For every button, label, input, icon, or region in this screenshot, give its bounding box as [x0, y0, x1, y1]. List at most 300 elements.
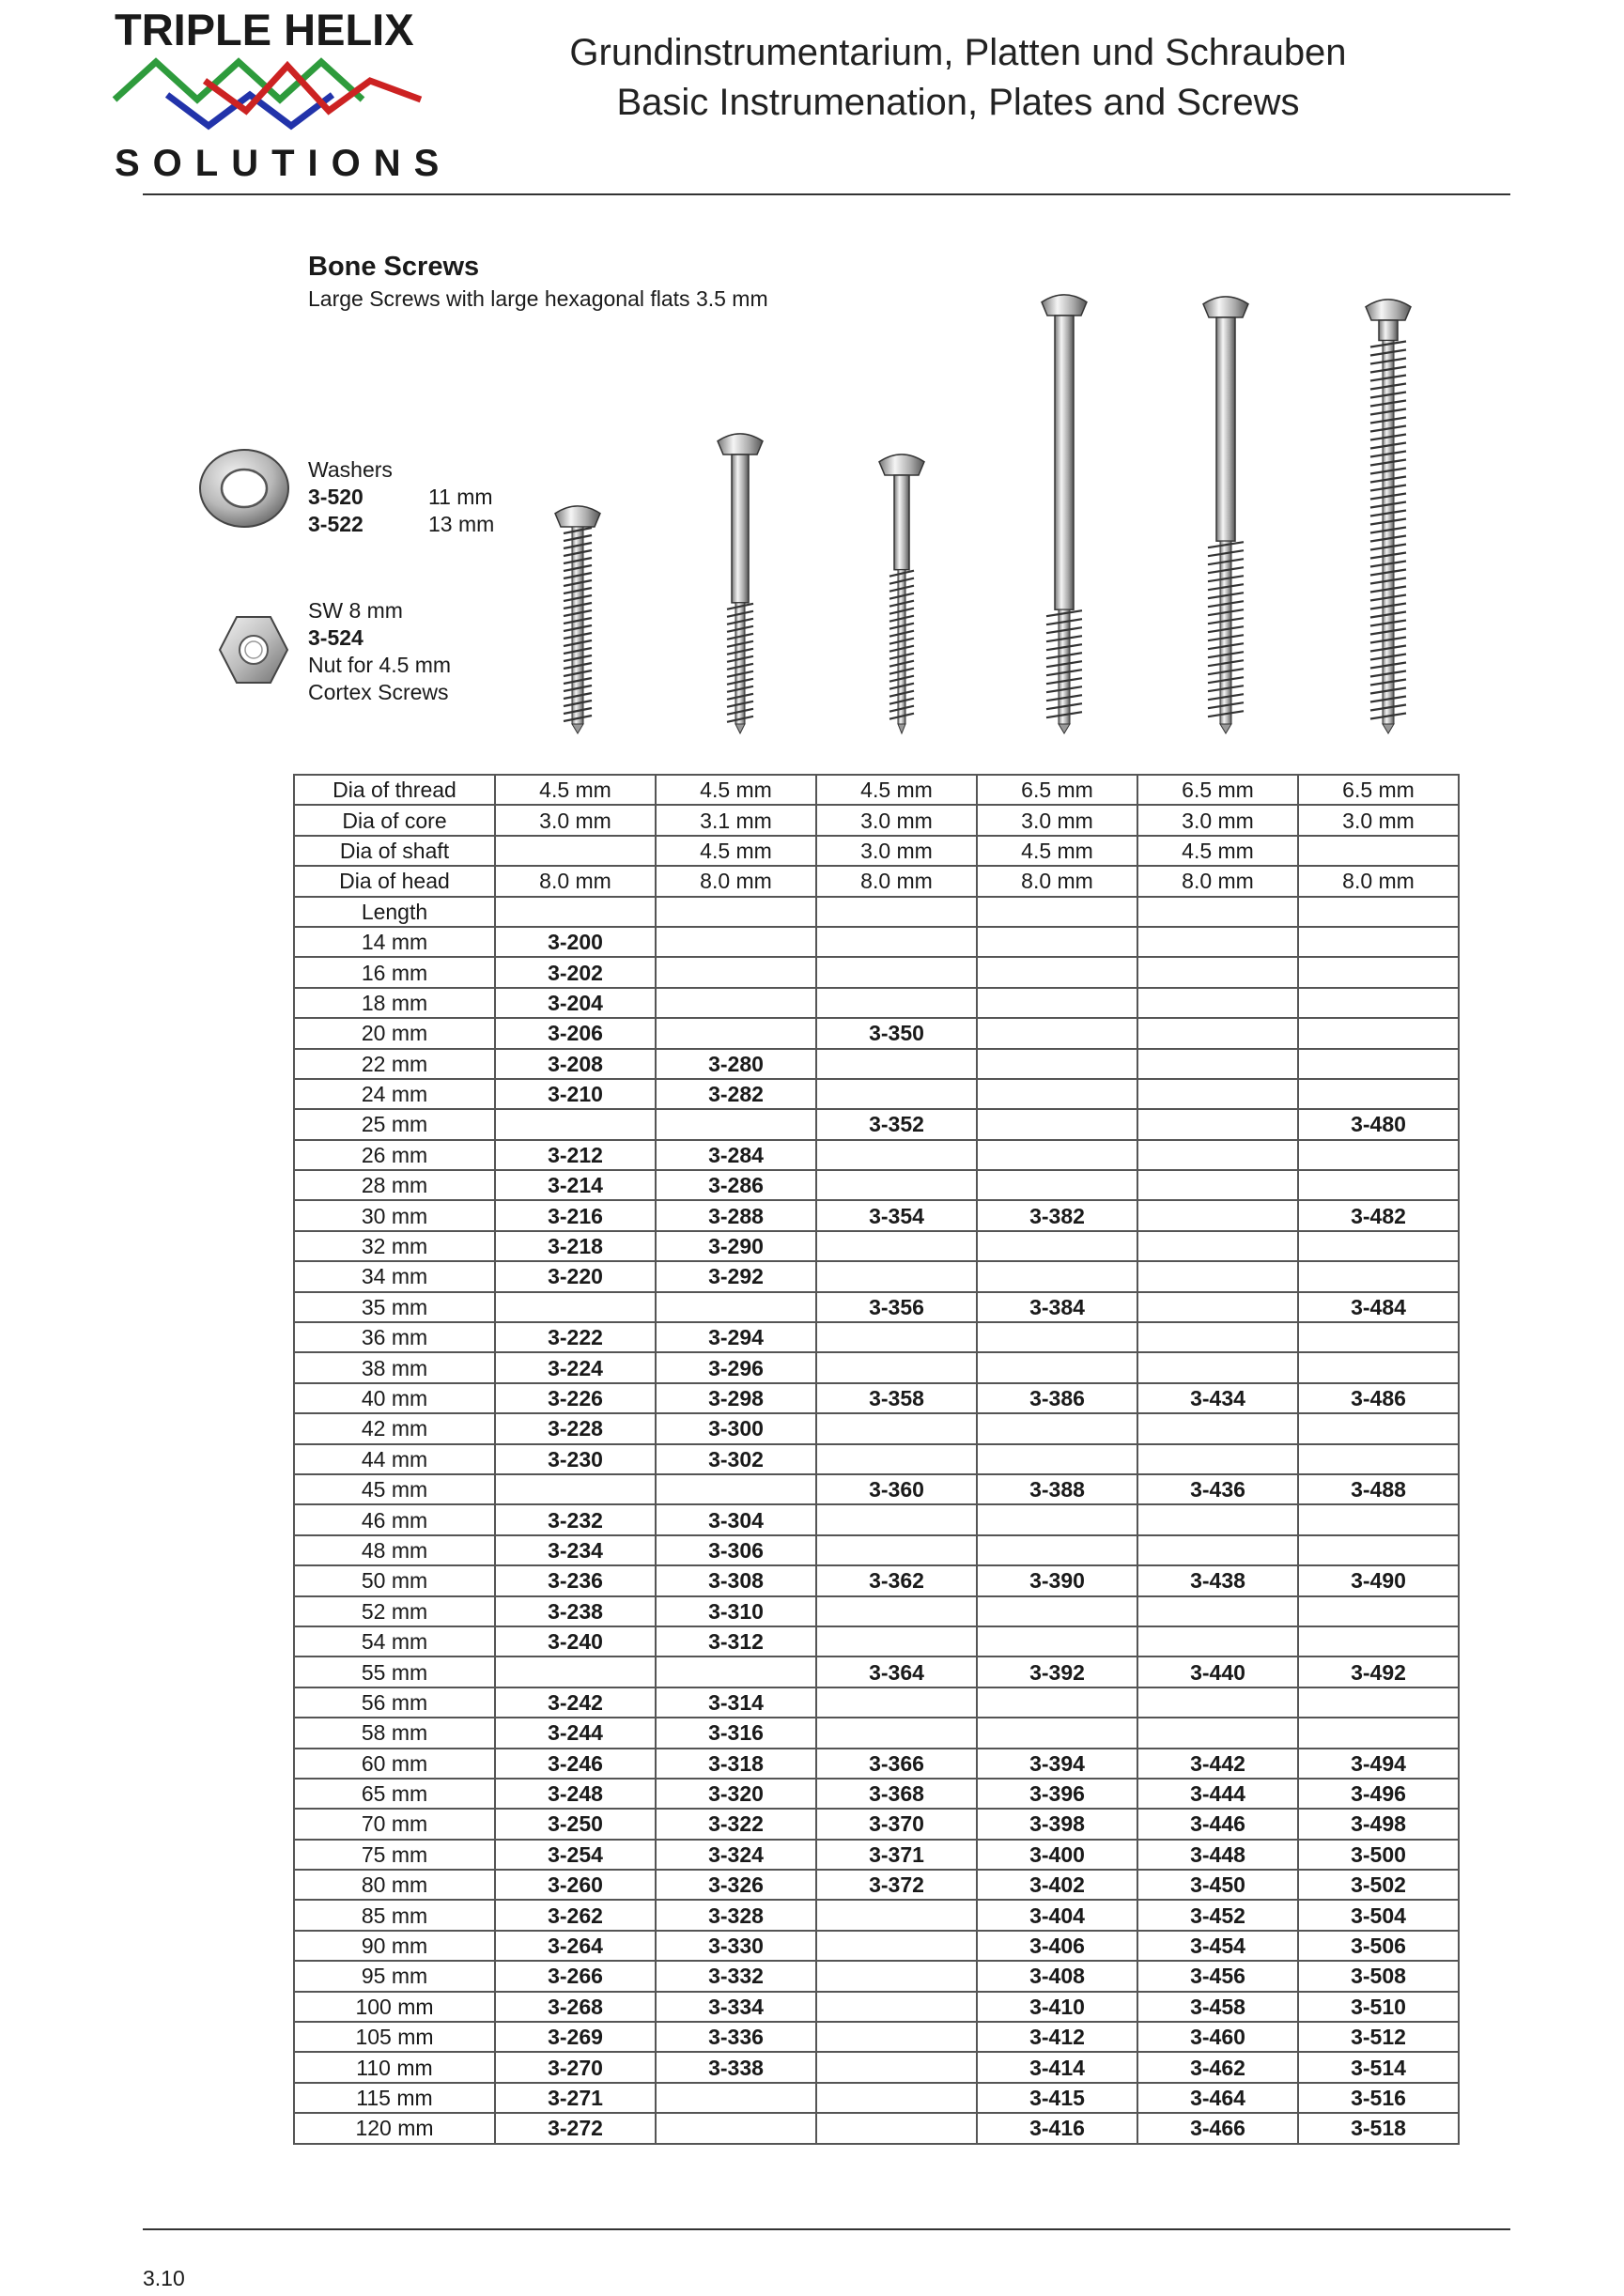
- article-code-cell: 3-371: [816, 1840, 977, 1870]
- article-code-cell: 3-324: [656, 1840, 816, 1870]
- article-code-cell: [1137, 1687, 1298, 1718]
- length-row: [294, 1809, 1459, 1839]
- article-code-cell: 3-412: [977, 2022, 1137, 2052]
- article-code-cell: [1137, 1322, 1298, 1352]
- hex-nut-icon: [216, 613, 291, 686]
- length-row: [294, 1565, 1459, 1595]
- article-code-cell: [1137, 1718, 1298, 1748]
- article-code-cell: 3-216: [495, 1200, 656, 1230]
- spec-value-cell: 4.5 mm: [656, 775, 816, 805]
- article-code-cell: 3-404: [977, 1900, 1137, 1930]
- washer-icon: [197, 446, 291, 531]
- header-divider: [143, 193, 1510, 195]
- article-code-cell: 3-506: [1298, 1931, 1459, 1961]
- article-code-cell: [977, 1535, 1137, 1565]
- row-label: 60 mm: [294, 1749, 495, 1779]
- article-code-cell: 3-362: [816, 1565, 977, 1595]
- article-code-cell: [1137, 1504, 1298, 1534]
- article-code-cell: [816, 1718, 977, 1748]
- row-label: Dia of shaft: [294, 836, 495, 866]
- length-row: [294, 1018, 1459, 1048]
- article-code-cell: 3-320: [656, 1779, 816, 1809]
- row-label: 35 mm: [294, 1292, 495, 1322]
- spec-value-cell: 8.0 mm: [1137, 866, 1298, 896]
- article-code-cell: 3-266: [495, 1961, 656, 1991]
- article-code-cell: 3-440: [1137, 1657, 1298, 1687]
- article-code-cell: [1298, 1626, 1459, 1657]
- length-row: [294, 957, 1459, 987]
- article-code-cell: 3-326: [656, 1870, 816, 1900]
- spec-value-cell: 3.0 mm: [816, 836, 977, 866]
- washer-code: 3-522: [308, 512, 363, 536]
- article-code-cell: 3-488: [1298, 1474, 1459, 1504]
- length-row: [294, 1718, 1459, 1748]
- article-code-cell: 3-232: [495, 1504, 656, 1534]
- spec-value-cell: 8.0 mm: [1298, 866, 1459, 896]
- spec-value-cell: 6.5 mm: [1137, 775, 1298, 805]
- article-code-cell: 3-322: [656, 1809, 816, 1839]
- article-code-cell: [816, 1504, 977, 1534]
- spec-value-cell: [1298, 836, 1459, 866]
- article-code-cell: 3-415: [977, 2083, 1137, 2113]
- nut-info: [308, 597, 451, 706]
- article-code-cell: [977, 1140, 1137, 1170]
- length-row: [294, 1596, 1459, 1626]
- header-title-english: Basic Instrumenation, Plates and Screws: [616, 82, 1300, 123]
- article-code-cell: [656, 988, 816, 1018]
- article-code-cell: 3-220: [495, 1261, 656, 1291]
- article-code-cell: 3-384: [977, 1292, 1137, 1322]
- spec-row: [294, 836, 1459, 866]
- spec-value-cell: 6.5 mm: [977, 775, 1137, 805]
- spec-value-cell: 3.0 mm: [977, 805, 1137, 835]
- row-label: 52 mm: [294, 1596, 495, 1626]
- article-code-cell: [816, 1079, 977, 1109]
- article-code-cell: [816, 1413, 977, 1443]
- article-code-cell: [977, 1687, 1137, 1718]
- article-code-cell: 3-316: [656, 1718, 816, 1748]
- washer-row: [308, 511, 494, 538]
- row-label: Dia of core: [294, 805, 495, 835]
- article-code-cell: [1137, 1109, 1298, 1139]
- logo-sub-text: SOLUTIONS: [115, 143, 453, 184]
- article-code-cell: [1137, 1413, 1298, 1443]
- row-label: 44 mm: [294, 1444, 495, 1474]
- article-code-cell: [1137, 1170, 1298, 1200]
- article-code-cell: [816, 1596, 977, 1626]
- row-label: 38 mm: [294, 1352, 495, 1382]
- article-code-cell: 3-358: [816, 1383, 977, 1413]
- washer-size: 13 mm: [428, 512, 495, 536]
- length-row: [294, 1200, 1459, 1230]
- length-row: [294, 1900, 1459, 1930]
- article-code-cell: [656, 2083, 816, 2113]
- article-code-cell: 3-292: [656, 1261, 816, 1291]
- article-code-cell: 3-460: [1137, 2022, 1298, 2052]
- bone-screw-icon: [1188, 293, 1263, 735]
- article-code-cell: 3-236: [495, 1565, 656, 1595]
- row-label: 34 mm: [294, 1261, 495, 1291]
- article-code-cell: [816, 1049, 977, 1079]
- length-row: [294, 2113, 1459, 2143]
- article-code-cell: 3-382: [977, 1200, 1137, 1230]
- article-code-cell: 3-306: [656, 1535, 816, 1565]
- article-code-cell: 3-406: [977, 1931, 1137, 1961]
- article-code-cell: 3-212: [495, 1140, 656, 1170]
- length-row: [294, 1992, 1459, 2022]
- bone-screw-icon: [1027, 291, 1102, 735]
- length-row: [294, 988, 1459, 1018]
- length-row: [294, 1352, 1459, 1382]
- article-code-cell: 3-452: [1137, 1900, 1298, 1930]
- article-code-cell: 3-518: [1298, 2113, 1459, 2143]
- row-label: 90 mm: [294, 1931, 495, 1961]
- article-code-cell: [816, 2022, 977, 2052]
- length-row: [294, 1749, 1459, 1779]
- length-row: [294, 927, 1459, 957]
- article-code-cell: 3-372: [816, 1870, 977, 1900]
- article-code-cell: 3-442: [1137, 1749, 1298, 1779]
- row-label: 14 mm: [294, 927, 495, 957]
- article-code-cell: 3-290: [656, 1231, 816, 1261]
- article-code-cell: [977, 1596, 1137, 1626]
- article-code-cell: [977, 1322, 1137, 1352]
- article-code-cell: 3-494: [1298, 1749, 1459, 1779]
- washer-code: 3-520: [308, 485, 363, 509]
- article-code-cell: [816, 1900, 977, 1930]
- helix-logo-icon: [111, 53, 435, 142]
- article-code-cell: [816, 988, 977, 1018]
- article-code-cell: [1137, 1292, 1298, 1322]
- article-code-cell: [1298, 1140, 1459, 1170]
- row-label: 46 mm: [294, 1504, 495, 1534]
- article-code-cell: [656, 957, 816, 987]
- article-code-cell: 3-490: [1298, 1565, 1459, 1595]
- article-code-cell: [816, 1170, 977, 1200]
- spec-value-cell: 8.0 mm: [495, 866, 656, 896]
- row-label: 22 mm: [294, 1049, 495, 1079]
- article-code-cell: 3-356: [816, 1292, 977, 1322]
- spec-value-cell: [1137, 897, 1298, 927]
- article-code-cell: [816, 2052, 977, 2082]
- article-code-cell: 3-398: [977, 1809, 1137, 1839]
- spec-row: [294, 775, 1459, 805]
- article-code-cell: 3-454: [1137, 1931, 1298, 1961]
- article-code-cell: [1137, 1200, 1298, 1230]
- article-code-cell: [1298, 1444, 1459, 1474]
- article-code-cell: 3-334: [656, 1992, 816, 2022]
- article-code-cell: 3-302: [656, 1444, 816, 1474]
- spec-value-cell: 4.5 mm: [816, 775, 977, 805]
- spec-value-cell: [977, 897, 1137, 927]
- article-code-cell: 3-270: [495, 2052, 656, 2082]
- nut-code: 3-524: [308, 625, 363, 650]
- article-code-cell: [1298, 1687, 1459, 1718]
- article-code-cell: 3-350: [816, 1018, 977, 1048]
- article-code-cell: [656, 927, 816, 957]
- article-code-cell: [1137, 1626, 1298, 1657]
- article-code-cell: 3-282: [656, 1079, 816, 1109]
- article-code-cell: 3-434: [1137, 1383, 1298, 1413]
- spec-row: [294, 866, 1459, 896]
- article-code-cell: 3-386: [977, 1383, 1137, 1413]
- article-code-cell: 3-444: [1137, 1779, 1298, 1809]
- article-code-cell: 3-294: [656, 1322, 816, 1352]
- article-code-cell: [816, 1322, 977, 1352]
- row-label: 18 mm: [294, 988, 495, 1018]
- row-label: 85 mm: [294, 1900, 495, 1930]
- article-code-cell: 3-204: [495, 988, 656, 1018]
- washer-row: [308, 484, 494, 511]
- article-code-cell: 3-368: [816, 1779, 977, 1809]
- article-code-cell: 3-516: [1298, 2083, 1459, 2113]
- article-code-cell: 3-280: [656, 1049, 816, 1079]
- article-code-cell: 3-388: [977, 1474, 1137, 1504]
- article-code-cell: 3-224: [495, 1352, 656, 1382]
- article-code-cell: [816, 1140, 977, 1170]
- length-row: [294, 1322, 1459, 1352]
- length-row: [294, 1779, 1459, 1809]
- article-code-cell: 3-394: [977, 1749, 1137, 1779]
- row-label: Length: [294, 897, 495, 927]
- article-code-cell: 3-312: [656, 1626, 816, 1657]
- row-label: 28 mm: [294, 1170, 495, 1200]
- article-code-cell: 3-314: [656, 1687, 816, 1718]
- article-code-cell: [1137, 1444, 1298, 1474]
- article-code-cell: [816, 1444, 977, 1474]
- article-code-cell: 3-438: [1137, 1565, 1298, 1595]
- article-code-cell: [1298, 1352, 1459, 1382]
- section-subtitle: Large Screws with large hexagonal flats 3.5 mm: [308, 286, 768, 311]
- article-code-cell: 3-436: [1137, 1474, 1298, 1504]
- article-code-cell: 3-332: [656, 1961, 816, 1991]
- article-code-cell: 3-366: [816, 1749, 977, 1779]
- row-label: 42 mm: [294, 1413, 495, 1443]
- article-code-cell: 3-272: [495, 2113, 656, 2143]
- article-code-cell: [1137, 1018, 1298, 1048]
- article-code-cell: 3-514: [1298, 2052, 1459, 2082]
- spec-value-cell: 3.0 mm: [495, 805, 656, 835]
- row-label: 105 mm: [294, 2022, 495, 2052]
- article-code-cell: [1298, 1079, 1459, 1109]
- length-row: [294, 1049, 1459, 1079]
- article-code-cell: [1137, 957, 1298, 987]
- bone-screw-icon: [703, 430, 778, 735]
- article-code-cell: 3-244: [495, 1718, 656, 1748]
- article-code-cell: 3-250: [495, 1809, 656, 1839]
- article-code-cell: 3-446: [1137, 1809, 1298, 1839]
- row-label: 100 mm: [294, 1992, 495, 2022]
- article-code-cell: [816, 1535, 977, 1565]
- article-code-cell: 3-226: [495, 1383, 656, 1413]
- article-code-cell: 3-482: [1298, 1200, 1459, 1230]
- article-code-cell: 3-414: [977, 2052, 1137, 2082]
- article-code-cell: 3-500: [1298, 1840, 1459, 1870]
- article-code-cell: [1137, 1049, 1298, 1079]
- article-code-cell: [1137, 1140, 1298, 1170]
- article-code-cell: [656, 1292, 816, 1322]
- article-code-cell: [816, 2083, 977, 2113]
- spec-value-cell: 3.0 mm: [1298, 805, 1459, 835]
- article-code-cell: [816, 1626, 977, 1657]
- page-header: [488, 28, 1428, 128]
- article-code-cell: 3-228: [495, 1413, 656, 1443]
- article-code-cell: [656, 1474, 816, 1504]
- length-row: [294, 1931, 1459, 1961]
- length-row: [294, 1961, 1459, 1991]
- row-label: 45 mm: [294, 1474, 495, 1504]
- length-row: [294, 1474, 1459, 1504]
- article-code-cell: 3-456: [1137, 1961, 1298, 1991]
- row-label: 32 mm: [294, 1231, 495, 1261]
- article-code-cell: 3-248: [495, 1779, 656, 1809]
- article-code-cell: [1137, 1352, 1298, 1382]
- length-row: [294, 1626, 1459, 1657]
- article-code-cell: [656, 1657, 816, 1687]
- article-code-cell: [656, 1018, 816, 1048]
- article-code-cell: 3-286: [656, 1170, 816, 1200]
- article-code-cell: [1298, 1413, 1459, 1443]
- row-label: 25 mm: [294, 1109, 495, 1139]
- length-row: [294, 2022, 1459, 2052]
- article-code-cell: [1298, 957, 1459, 987]
- spec-value-cell: 8.0 mm: [816, 866, 977, 896]
- company-logo: [111, 4, 453, 184]
- article-code-cell: 3-262: [495, 1900, 656, 1930]
- length-row: [294, 1504, 1459, 1534]
- article-code-cell: 3-242: [495, 1687, 656, 1718]
- article-code-cell: 3-264: [495, 1931, 656, 1961]
- bone-screw-icon: [1351, 296, 1426, 735]
- article-code-cell: [1137, 1261, 1298, 1291]
- article-code-cell: [816, 1961, 977, 1991]
- article-code-cell: [495, 1109, 656, 1139]
- article-code-cell: 3-284: [656, 1140, 816, 1170]
- article-code-cell: 3-202: [495, 957, 656, 987]
- article-code-cell: 3-338: [656, 2052, 816, 2082]
- length-row: [294, 1261, 1459, 1291]
- spec-value-cell: [656, 897, 816, 927]
- article-code-cell: [1298, 988, 1459, 1018]
- length-row: [294, 1413, 1459, 1443]
- article-code-cell: [816, 2113, 977, 2143]
- article-code-cell: [1137, 1079, 1298, 1109]
- bone-screw-icon: [864, 451, 939, 735]
- article-code-cell: [816, 1261, 977, 1291]
- row-label: 55 mm: [294, 1657, 495, 1687]
- article-code-cell: 3-462: [1137, 2052, 1298, 2082]
- article-code-cell: 3-496: [1298, 1779, 1459, 1809]
- spec-value-cell: 4.5 mm: [1137, 836, 1298, 866]
- row-label: 20 mm: [294, 1018, 495, 1048]
- washers-info: [308, 456, 494, 538]
- article-code-cell: 3-230: [495, 1444, 656, 1474]
- row-label: 80 mm: [294, 1870, 495, 1900]
- article-code-cell: 3-370: [816, 1809, 977, 1839]
- row-label: 70 mm: [294, 1809, 495, 1839]
- article-code-cell: 3-392: [977, 1657, 1137, 1687]
- article-code-cell: 3-360: [816, 1474, 977, 1504]
- article-code-cell: 3-200: [495, 927, 656, 957]
- spec-row: [294, 805, 1459, 835]
- article-code-cell: 3-408: [977, 1961, 1137, 1991]
- article-code-cell: 3-464: [1137, 2083, 1298, 2113]
- article-code-cell: 3-354: [816, 1200, 977, 1230]
- row-label: 115 mm: [294, 2083, 495, 2113]
- article-code-cell: 3-410: [977, 1992, 1137, 2022]
- article-code-cell: [1298, 1322, 1459, 1352]
- length-row: [294, 1870, 1459, 1900]
- article-code-cell: 3-466: [1137, 2113, 1298, 2143]
- article-code-cell: [816, 957, 977, 987]
- row-label: 26 mm: [294, 1140, 495, 1170]
- spec-value-cell: [816, 897, 977, 927]
- length-row: [294, 2052, 1459, 2082]
- article-code-cell: [816, 1931, 977, 1961]
- nut-description: Cortex Screws: [308, 680, 449, 704]
- row-label: 50 mm: [294, 1565, 495, 1595]
- washer-size: 11 mm: [428, 485, 493, 509]
- row-label: 110 mm: [294, 2052, 495, 2082]
- article-code-cell: [816, 1352, 977, 1382]
- length-row: [294, 1170, 1459, 1200]
- article-code-cell: [977, 1049, 1137, 1079]
- spec-value-cell: 3.0 mm: [816, 805, 977, 835]
- row-label: Dia of head: [294, 866, 495, 896]
- article-code-cell: 3-492: [1298, 1657, 1459, 1687]
- article-code-cell: [656, 2113, 816, 2143]
- length-row: [294, 1687, 1459, 1718]
- article-code-cell: [1298, 1596, 1459, 1626]
- article-code-cell: [495, 1474, 656, 1504]
- row-label: 65 mm: [294, 1779, 495, 1809]
- article-code-cell: 3-450: [1137, 1870, 1298, 1900]
- article-code-cell: 3-498: [1298, 1809, 1459, 1839]
- article-code-cell: 3-448: [1137, 1840, 1298, 1870]
- article-code-cell: 3-296: [656, 1352, 816, 1382]
- length-row: [294, 1444, 1459, 1474]
- spec-value-cell: [495, 836, 656, 866]
- article-code-cell: [977, 1444, 1137, 1474]
- article-code-cell: 3-486: [1298, 1383, 1459, 1413]
- article-code-cell: [1298, 1049, 1459, 1079]
- article-code-cell: [977, 1504, 1137, 1534]
- logo-brand-text: TRIPLE HELIX: [115, 5, 414, 54]
- article-code-cell: [977, 1352, 1137, 1382]
- article-code-cell: 3-234: [495, 1535, 656, 1565]
- length-row: [294, 1657, 1459, 1687]
- screw-spec-table: [293, 774, 1460, 2145]
- length-row: [294, 1231, 1459, 1261]
- length-header-row: [294, 897, 1459, 927]
- nut-description: Nut for 4.5 mm: [308, 653, 452, 677]
- row-label: 95 mm: [294, 1961, 495, 1991]
- article-code-cell: [1137, 927, 1298, 957]
- article-code-cell: [977, 1626, 1137, 1657]
- article-code-cell: [977, 1109, 1137, 1139]
- article-code-cell: 3-271: [495, 2083, 656, 2113]
- article-code-cell: 3-246: [495, 1749, 656, 1779]
- length-row: [294, 1109, 1459, 1139]
- article-code-cell: 3-222: [495, 1322, 656, 1352]
- article-code-cell: [1137, 1231, 1298, 1261]
- length-row: [294, 1140, 1459, 1170]
- article-code-cell: 3-458: [1137, 1992, 1298, 2022]
- spec-value-cell: 8.0 mm: [656, 866, 816, 896]
- article-code-cell: [816, 1231, 977, 1261]
- article-code-cell: 3-400: [977, 1840, 1137, 1870]
- article-code-cell: [977, 1261, 1137, 1291]
